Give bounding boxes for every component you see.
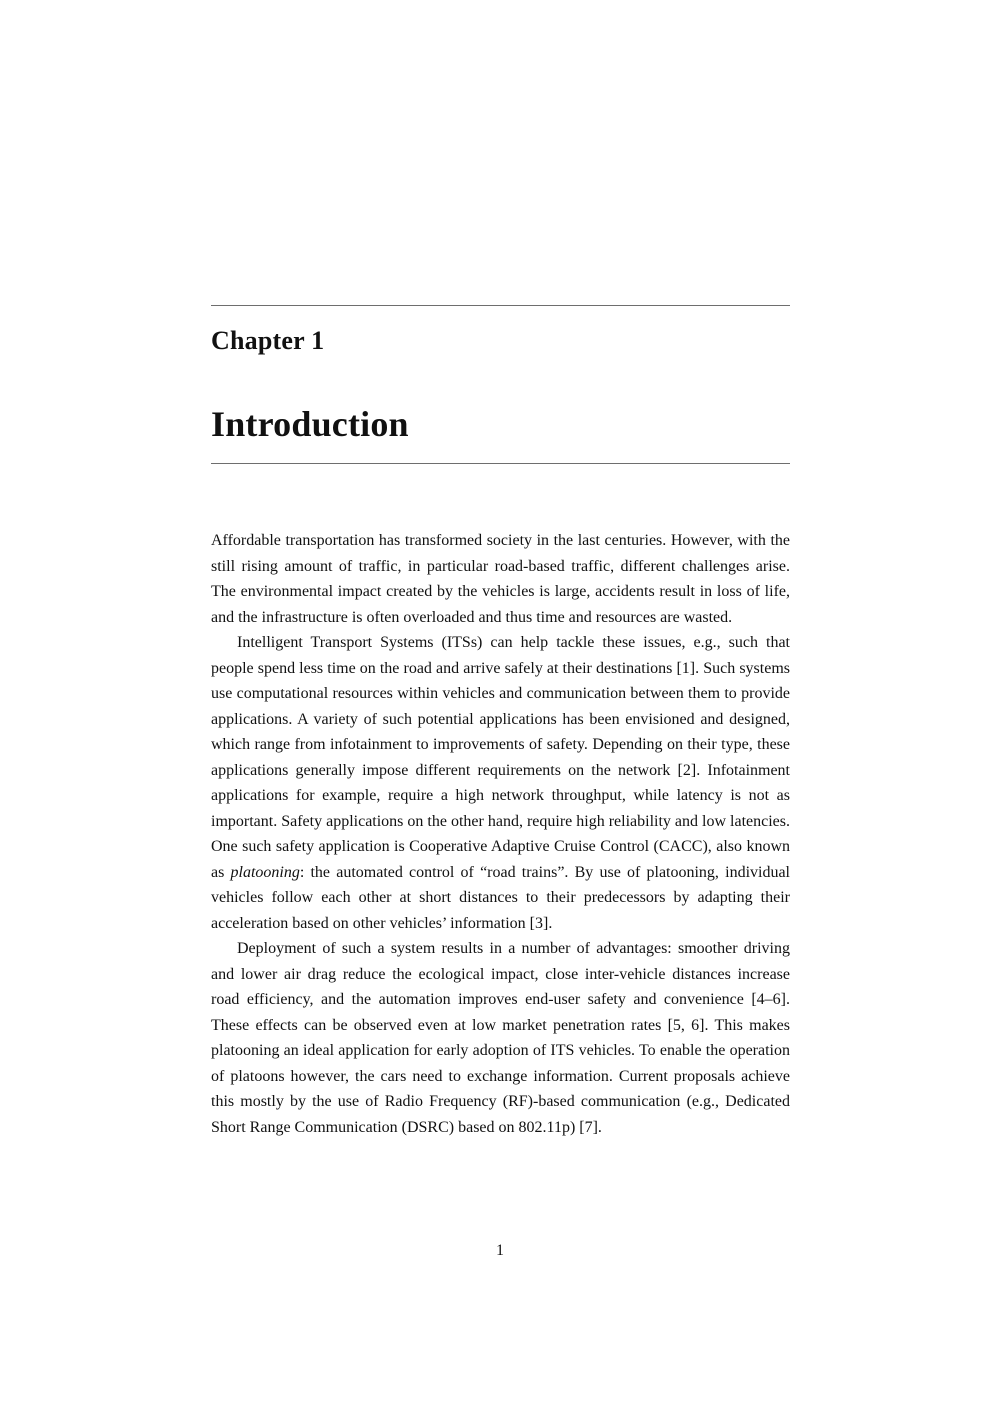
text-run: : the automated control of “road trains”. By use of platooning, individual vehicles follow each other at short distances to their predecessors by adapting their acceleration based on other vehicles’ information [3]. bbox=[211, 863, 791, 932]
paragraph bbox=[211, 630, 790, 936]
paragraph bbox=[211, 936, 790, 1140]
text-run: Affordable transportation has transformed society in the last centuries. However, with the still rising amount of traffic, in particular road-based traffic, different challenges arise. The environmental impact created by the vehicles is large, accidents result in loss of life, and the infrastructure is often overloaded and thus time and resources are wasted. bbox=[211, 532, 790, 626]
chapter-heading-rule-bottom bbox=[211, 463, 790, 464]
paragraph bbox=[211, 528, 790, 630]
chapter-label: Chapter 1 bbox=[211, 326, 325, 355]
body-text bbox=[211, 528, 790, 1140]
page-number: 1 bbox=[496, 1242, 504, 1259]
chapter-heading-rule-top bbox=[211, 305, 790, 306]
text-run: Deployment of such a system results in a number of advantages: smoother driving and lower air drag reduce the ecological impact, close inter-vehicle distances increase road efficiency, and the automation improves end-user safety and convenience [4–6]. These effects can be observed even at low market penetration rates [5, 6]. This makes platooning an ideal application for early adoption of ITS vehicles. To enable the operation of platoons however, the cars need to exchange information. Current proposals achieve this mostly by the use of Radio Frequency (RF)-based communication (e.g., Dedicated Short Range Communication (DSRC) based on 802.11p) [7]. bbox=[211, 940, 790, 1136]
chapter-title: Introduction bbox=[211, 404, 409, 444]
italic-text-run: platooning bbox=[230, 863, 300, 881]
text-run: Intelligent Transport Systems (ITSs) can help tackle these issues, e.g., such that people spend less time on the road and arrive safely at their destinations [1]. Such systems use computational resources within vehicles and communication between them to provide applications. A variety of such potential applications has been envisioned and designed, which range from infotainment to improvements of safety. Depending on their type, these applications generally impose different requirements on the network [2]. Infotainment applications for example, require a high network throughput, while latency is not as important. Safety applications on the other hand, require high reliability and low latencies. One such safety application is Cooperative Adaptive Cruise Control (CACC), also known as bbox=[211, 634, 790, 881]
